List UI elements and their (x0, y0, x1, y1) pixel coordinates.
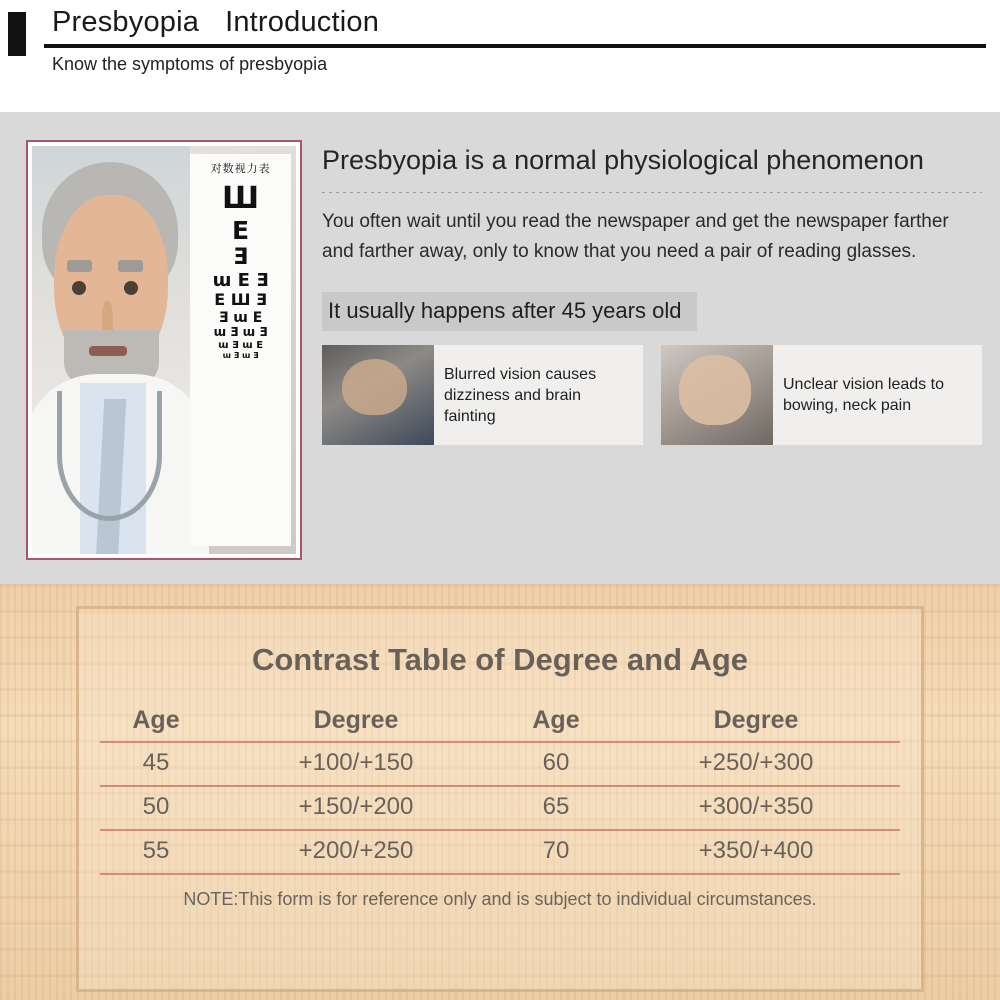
table-cell: 70 (500, 830, 612, 874)
doctor-eye-left (72, 281, 86, 295)
eye-chart-row: ɯ Ǝ ɯ E (218, 339, 264, 351)
table-cell: 45 (100, 742, 212, 786)
table-cell: +250/+300 (612, 742, 900, 786)
eye-chart-row: Ш (222, 181, 260, 217)
intro-content (322, 142, 982, 445)
doctor-mouth (89, 346, 127, 356)
symptom-card-text: Blurred vision causes dizziness and brain fainting (444, 365, 597, 425)
eye-chart (190, 154, 290, 546)
table-cell: +300/+350 (612, 786, 900, 830)
eye-chart-title: 对数视力表 (210, 163, 271, 176)
table-panel (0, 584, 1000, 1000)
intro-panel (0, 112, 1000, 584)
intro-paragraph: You often wait until you read the newspaper and get the newspaper farther and farther away, only to know that you need a pair of reading glasses. (322, 211, 949, 262)
intro-photo (32, 146, 296, 554)
eye-chart-row: ɯ E Ǝ (212, 269, 269, 291)
table-header-cell: Age (100, 700, 212, 742)
intro-photo-frame (26, 140, 302, 560)
symptom-card (661, 345, 982, 445)
eye-chart-row: E (232, 215, 250, 245)
doctor-eye-right (124, 281, 138, 295)
table-cell: +200/+250 (212, 830, 500, 874)
stethoscope-icon (57, 391, 162, 522)
page-header (0, 0, 1000, 110)
symptom-card (322, 345, 643, 445)
table-header-cell: Age (500, 700, 612, 742)
symptom-photo-neckpain (661, 345, 773, 445)
age-banner: It usually happens after 45 years old (322, 292, 697, 331)
table-cell: 55 (100, 830, 212, 874)
header-rule (44, 44, 986, 48)
table-header-cell: Degree (212, 700, 500, 742)
eye-chart-row: E Ш Ǝ (214, 290, 267, 310)
eye-chart-row: ɯ Ǝ ɯ Ǝ (213, 324, 268, 339)
symptom-card-text: Unclear vision leads to bowing, neck pain (783, 376, 944, 415)
symptom-photo-dizziness (322, 345, 434, 445)
table-cell: 60 (500, 742, 612, 786)
table-note: NOTE:This form is for reference only and is subject to individual circumstances. (183, 889, 817, 909)
page-title-en: Introduction (225, 6, 380, 38)
page-subtitle: Know the symptoms of presbyopia (52, 54, 328, 74)
table-cell: 50 (100, 786, 212, 830)
intro-heading: Presbyopia is a normal physiological phenomenon (322, 145, 924, 175)
page-title: Presbyopia (52, 6, 200, 38)
table-cell: +350/+400 (612, 830, 900, 874)
eye-chart-row: Ǝ ɯ E (218, 309, 263, 326)
header-accent-bar (8, 12, 26, 56)
table-cell: 65 (500, 786, 612, 830)
symptom-cards (322, 345, 982, 445)
eye-chart-row: ɯ Ǝ ɯ Ǝ (222, 351, 259, 361)
doctor-brow-right (118, 260, 143, 272)
eye-chart-row: Ǝ (233, 245, 249, 271)
doctor-illustration (32, 146, 190, 554)
table-header-cell: Degree (612, 700, 900, 742)
table-panel-border (76, 606, 924, 992)
doctor-brow-left (67, 260, 92, 272)
table-title: Contrast Table of Degree and Age (251, 642, 749, 677)
table-cell: +100/+150 (212, 742, 500, 786)
title-row (52, 6, 379, 39)
dotted-divider (322, 192, 982, 193)
table-cell: +150/+200 (212, 786, 500, 830)
